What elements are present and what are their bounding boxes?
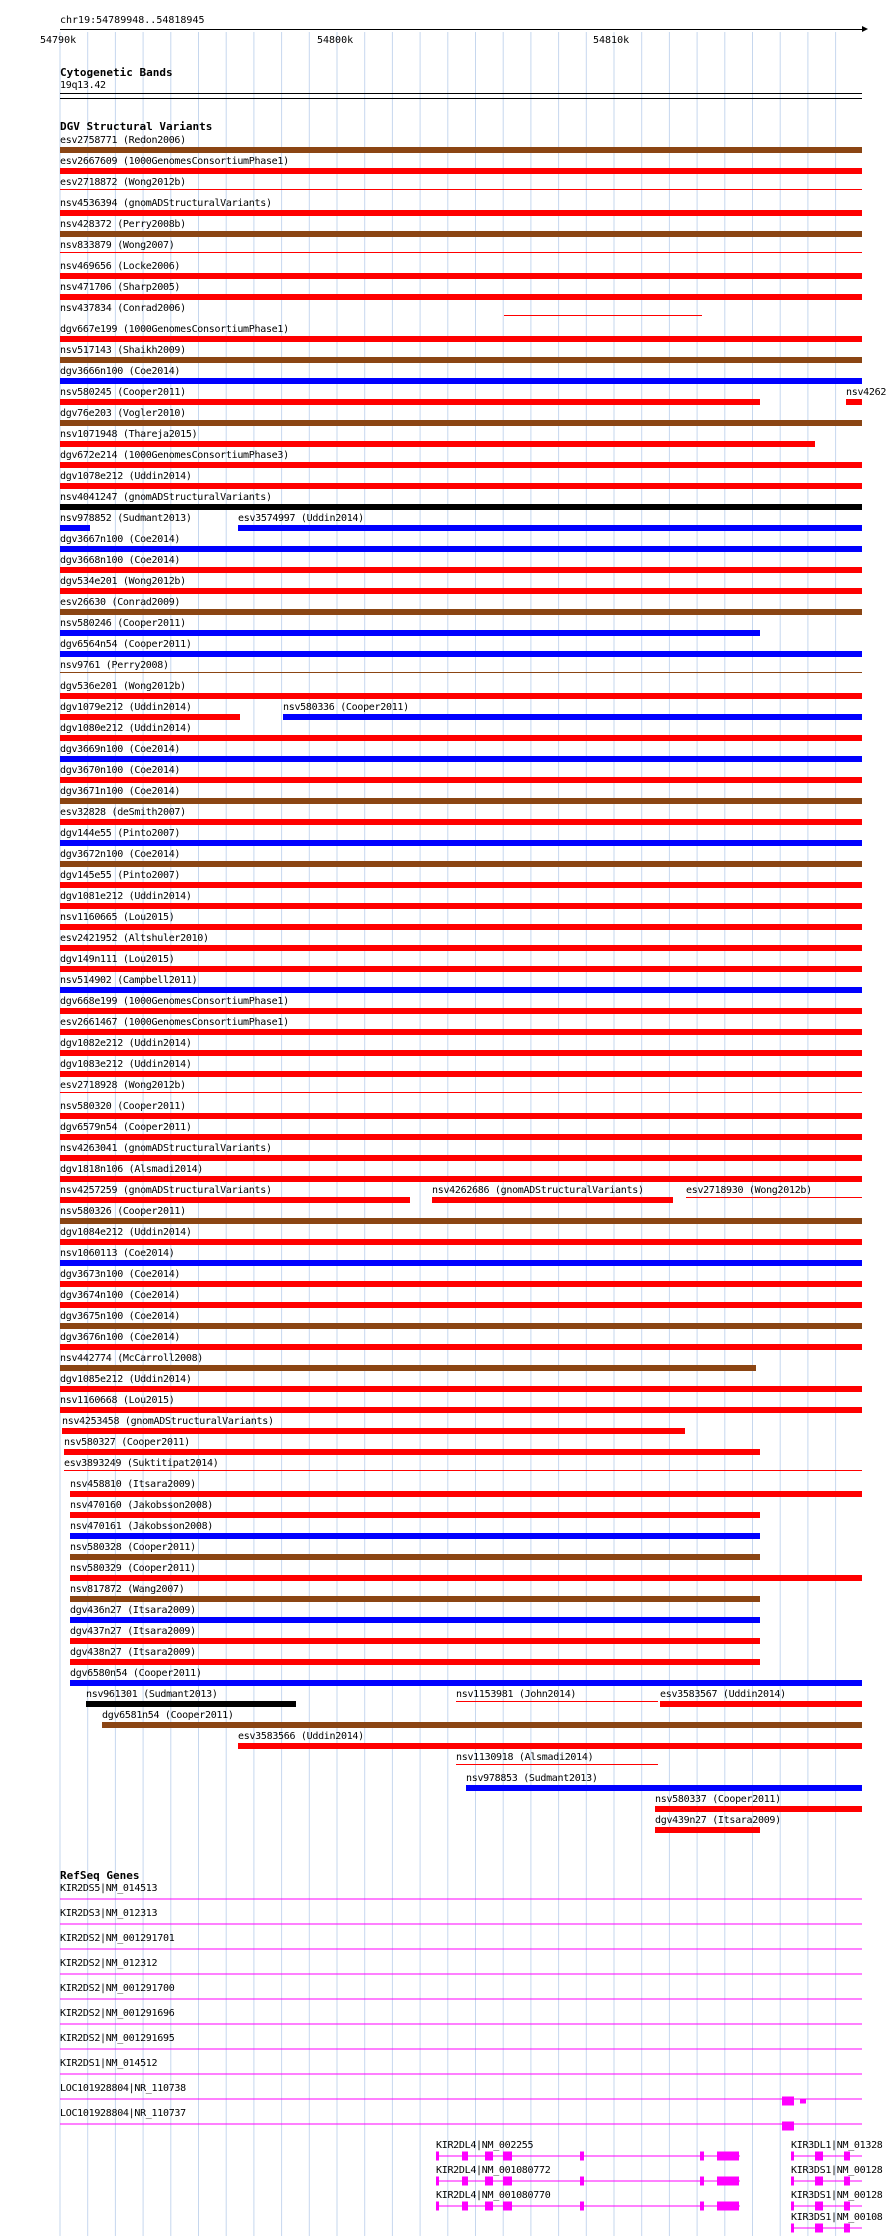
sv-label: dgv3676n100 (Coe2014)	[60, 1332, 181, 1343]
gene-exon	[844, 2177, 850, 2186]
gene-exon	[815, 2177, 823, 2186]
sv-label: nsv978853 (Sudmant2013)	[466, 1773, 598, 1784]
sv-label: nsv9761 (Perry2008)	[60, 660, 169, 671]
ruler-tick-label: 54810k	[593, 35, 630, 46]
sv-label: nsv470161 (Jakobsson2008)	[70, 1521, 214, 1532]
sv-label: dgv1083e212 (Uddin2014)	[60, 1059, 192, 1070]
sv-label: nsv471706 (Sharp2005)	[60, 282, 181, 293]
sv-label: nsv470160 (Jakobsson2008)	[70, 1500, 214, 1511]
sv-label: dgv3671n100 (Coe2014)	[60, 786, 181, 797]
sv-label: dgv667e199 (1000GenomesConsortiumPhase1)	[60, 324, 289, 335]
gene-exon	[580, 2177, 584, 2186]
sv-label: nsv4253458 (gnomADStructuralVariants)	[62, 1416, 274, 1427]
gene-label: KIR2DS2|NM_001291700	[60, 1983, 175, 1994]
sv-label: esv26630 (Conrad2009)	[60, 597, 181, 608]
sv-label: nsv978852 (Sudmant2013)	[60, 513, 192, 524]
cytoband-label: 19q13.42	[60, 80, 106, 91]
sv-label: nsv1160668 (Lou2015)	[60, 1395, 175, 1406]
gene-exon	[791, 2224, 794, 2233]
sv-label: dgv3668n100 (Coe2014)	[60, 555, 181, 566]
sv-label: nsv514902 (Campbell2011)	[60, 975, 198, 986]
gene-label: KIR3DS1|NM_00108	[791, 2212, 883, 2223]
sv-label: dgv3674n100 (Coe2014)	[60, 1290, 181, 1301]
sv-label: esv3574997 (Uddin2014)	[238, 513, 364, 524]
sv-label: nsv580336 (Cooper2011)	[283, 702, 409, 713]
sv-label: dgv1081e212 (Uddin2014)	[60, 891, 192, 902]
position-label: chr19:54789948..54818945	[60, 15, 205, 26]
gene-exon	[485, 2202, 493, 2211]
gene-label: KIR2DL4|NM_001080770	[436, 2190, 551, 2201]
gene-label: KIR2DS5|NM_014513	[60, 1883, 158, 1894]
sv-label: dgv3675n100 (Coe2014)	[60, 1311, 181, 1322]
sv-label: dgv3672n100 (Coe2014)	[60, 849, 181, 860]
gene-exon	[800, 2099, 806, 2104]
sv-label: esv32828 (deSmith2007)	[60, 807, 186, 818]
gene-exon	[485, 2152, 493, 2161]
sv-label: nsv1071948 (Thareja2015)	[60, 429, 198, 440]
sv-label: esv2421952 (Altshuler2010)	[60, 933, 209, 944]
sv-label: dgv439n27 (Itsara2009)	[655, 1815, 781, 1826]
sv-label: nsv580328 (Cooper2011)	[70, 1542, 196, 1553]
gene-label: KIR2DS1|NM_014512	[60, 2058, 158, 2069]
sv-label: nsv580337 (Cooper2011)	[655, 1794, 781, 1805]
sv-label: nsv469656 (Locke2006)	[60, 261, 181, 272]
sv-label: nsv4262	[846, 387, 887, 398]
sv-label: esv2661467 (1000GenomesConsortiumPhase1)	[60, 1017, 289, 1028]
sv-label: nsv428372 (Perry2008b)	[60, 219, 186, 230]
sv-label: dgv6581n54 (Cooper2011)	[102, 1710, 234, 1721]
sv-label: dgv1085e212 (Uddin2014)	[60, 1374, 192, 1385]
sv-label: esv2718928 (Wong2012b)	[60, 1080, 186, 1091]
sv-label: esv3583566 (Uddin2014)	[238, 1731, 364, 1742]
gene-exon	[717, 2202, 739, 2211]
gene-exon	[815, 2202, 823, 2211]
sv-label: dgv438n27 (Itsara2009)	[70, 1647, 196, 1658]
gene-exon	[700, 2177, 704, 2186]
sv-label: nsv580327 (Cooper2011)	[64, 1437, 190, 1448]
sv-label: esv3893249 (Suktitipat2014)	[64, 1458, 219, 1469]
sv-label: nsv4041247 (gnomADStructuralVariants)	[60, 492, 272, 503]
cytoband-track-title: Cytogenetic Bands	[60, 66, 173, 79]
gene-exon	[791, 2202, 794, 2211]
sv-label: dgv3669n100 (Coe2014)	[60, 744, 181, 755]
gene-exon	[791, 2177, 794, 2186]
sv-label: nsv4257259 (gnomADStructuralVariants)	[60, 1185, 272, 1196]
gene-exon	[462, 2202, 468, 2211]
gene-exon	[782, 2097, 794, 2106]
sv-label: nsv580245 (Cooper2011)	[60, 387, 186, 398]
sv-label: dgv3670n100 (Coe2014)	[60, 765, 181, 776]
sv-label: nsv961301 (Sudmant2013)	[86, 1689, 218, 1700]
ruler-tick-label: 54800k	[317, 35, 354, 46]
gene-label: KIR3DS1|NM_00128	[791, 2165, 883, 2176]
gene-exon	[782, 2122, 794, 2131]
sv-label: nsv1060113 (Coe2014)	[60, 1248, 175, 1259]
gene-label: KIR3DS1|NM_00128	[791, 2190, 883, 2201]
sv-label: esv3583567 (Uddin2014)	[660, 1689, 786, 1700]
sv-label: dgv144e55 (Pinto2007)	[60, 828, 181, 839]
sv-label: dgv3666n100 (Coe2014)	[60, 366, 181, 377]
sv-label: dgv6564n54 (Cooper2011)	[60, 639, 192, 650]
gene-exon	[436, 2202, 439, 2211]
gene-label: KIR2DS3|NM_012313	[60, 1908, 158, 1919]
sv-label: esv2718930 (Wong2012b)	[686, 1185, 812, 1196]
sv-label: dgv1080e212 (Uddin2014)	[60, 723, 192, 734]
sv-label: nsv458810 (Itsara2009)	[70, 1479, 196, 1490]
gene-label: KIR2DL4|NM_002255	[436, 2140, 534, 2151]
sv-label: dgv1079e212 (Uddin2014)	[60, 702, 192, 713]
refseq-track-title: RefSeq Genes	[60, 1869, 140, 1882]
sv-label: dgv3667n100 (Coe2014)	[60, 534, 181, 545]
gene-exon	[462, 2152, 468, 2161]
gene-exon	[580, 2152, 584, 2161]
sv-label: dgv1084e212 (Uddin2014)	[60, 1227, 192, 1238]
sv-label: nsv580329 (Cooper2011)	[70, 1563, 196, 1574]
gene-exon	[717, 2152, 739, 2161]
gene-exon	[485, 2177, 493, 2186]
gene-exon	[503, 2202, 512, 2211]
gene-exon	[844, 2202, 850, 2211]
sv-label: nsv580246 (Cooper2011)	[60, 618, 186, 629]
sv-label: dgv536e201 (Wong2012b)	[60, 681, 186, 692]
gene-label: KIR2DS2|NM_012312	[60, 1958, 158, 1969]
sv-label: dgv672e214 (1000GenomesConsortiumPhase3)	[60, 450, 289, 461]
sv-label: esv2758771 (Redon2006)	[60, 135, 186, 146]
sv-label: nsv4263041 (gnomADStructuralVariants)	[60, 1143, 272, 1154]
gene-exon	[844, 2224, 850, 2233]
ruler-tick-label: 54790k	[40, 35, 77, 46]
sv-label: dgv6579n54 (Cooper2011)	[60, 1122, 192, 1133]
gene-exon	[580, 2202, 584, 2211]
sv-label: dgv6580n54 (Cooper2011)	[70, 1668, 202, 1679]
sv-label: dgv534e201 (Wong2012b)	[60, 576, 186, 587]
gene-exon	[791, 2152, 794, 2161]
sv-label: nsv1160665 (Lou2015)	[60, 912, 175, 923]
gene-label: KIR3DL1|NM_01328	[791, 2140, 883, 2151]
gene-exon	[700, 2202, 704, 2211]
sv-label: nsv833879 (Wong2007)	[60, 240, 175, 251]
sv-label: dgv145e55 (Pinto2007)	[60, 870, 181, 881]
gene-label: LOC101928804|NR_110737	[60, 2108, 186, 2119]
gene-exon	[815, 2152, 823, 2161]
sv-label: nsv4262686 (gnomADStructuralVariants)	[432, 1185, 644, 1196]
sv-label: dgv1078e212 (Uddin2014)	[60, 471, 192, 482]
sv-label: nsv817872 (Wang2007)	[70, 1584, 185, 1595]
gene-exon	[700, 2152, 704, 2161]
sv-label: nsv1130918 (Alsmadi2014)	[456, 1752, 594, 1763]
sv-label: dgv149n111 (Lou2015)	[60, 954, 175, 965]
sv-label: dgv76e203 (Vogler2010)	[60, 408, 186, 419]
sv-label: dgv436n27 (Itsara2009)	[70, 1605, 196, 1616]
sv-label: nsv517143 (Shaikh2009)	[60, 345, 186, 356]
sv-label: dgv1082e212 (Uddin2014)	[60, 1038, 192, 1049]
gene-exon	[436, 2152, 439, 2161]
gene-label: KIR2DS2|NM_001291695	[60, 2033, 175, 2044]
sv-label: nsv442774 (McCarroll2008)	[60, 1353, 204, 1364]
gene-exon	[503, 2152, 512, 2161]
sv-label: nsv580326 (Cooper2011)	[60, 1206, 186, 1217]
gene-exon	[815, 2224, 823, 2233]
sv-label: dgv3673n100 (Coe2014)	[60, 1269, 181, 1280]
gene-label: KIR2DL4|NM_001080772	[436, 2165, 551, 2176]
sv-label: dgv668e199 (1000GenomesConsortiumPhase1)	[60, 996, 289, 1007]
sv-label: dgv1818n106 (Alsmadi2014)	[60, 1164, 204, 1175]
gene-exon	[462, 2177, 468, 2186]
gene-label: LOC101928804|NR_110738	[60, 2083, 186, 2094]
sv-label: esv2718872 (Wong2012b)	[60, 177, 186, 188]
gene-exon	[844, 2152, 850, 2161]
sv-label: nsv580320 (Cooper2011)	[60, 1101, 186, 1112]
gene-exon	[503, 2177, 512, 2186]
gene-exon	[717, 2177, 739, 2186]
sv-label: nsv1153981 (John2014)	[456, 1689, 577, 1700]
sv-label: dgv437n27 (Itsara2009)	[70, 1626, 196, 1637]
gene-exon	[436, 2177, 439, 2186]
sv-label: esv2667609 (1000GenomesConsortiumPhase1)	[60, 156, 289, 167]
dgv-track-title: DGV Structural Variants	[60, 120, 213, 133]
gene-label: KIR2DS2|NM_001291701	[60, 1933, 175, 1944]
sv-label: nsv437834 (Conrad2006)	[60, 303, 186, 314]
sv-label: nsv4536394 (gnomADStructuralVariants)	[60, 198, 272, 209]
gene-label: KIR2DS2|NM_001291696	[60, 2008, 175, 2019]
